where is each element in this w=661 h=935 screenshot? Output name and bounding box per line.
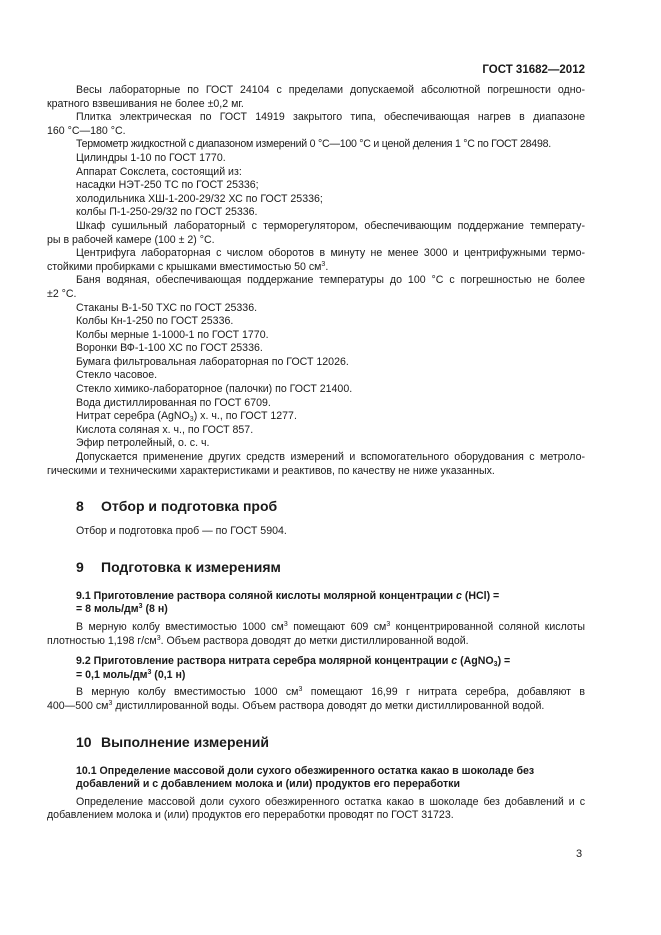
equipment-item-soxhlet-part: колбы П-1-250-29/32 по ГОСТ 25336.	[76, 206, 258, 219]
equipment-item-filter-paper: Бумага фильтровальная лабораторная по ГОСТ 12026.	[76, 355, 349, 368]
equipment-item-funnels: Воронки ВФ-1-100 ХС по ГОСТ 25336.	[76, 342, 263, 355]
equipment-item-soxhlet: Аппарат Сокслета, состоящий из:	[76, 165, 242, 178]
equipment-item-centrifuge: Центрифуга лабораторная с числом оборотов в минуту не менее 3000 и центрифужными термо-	[76, 247, 585, 260]
equipment-item-centrifuge-cont: стойкими пробирками с крышками вместимостью 50 $см^3$.	[47, 260, 329, 273]
subsection-10-1-text: Определение массовой доли сухого обезжиренного остатка какао в шоколаде без добавлений и с	[76, 795, 585, 808]
equipment-item-watch-glass: Стекло часовое.	[76, 369, 158, 382]
equipment-note: Допускается применение других средств измерений и вспомогательного оборудования с метроло-	[76, 451, 585, 464]
equipment-item-volumetric-flasks: Колбы мерные 1-1000-1 по ГОСТ 1770.	[76, 328, 269, 341]
equipment-item-oven: Шкаф сушильный лабораторный с терморегулятором, обеспечивающим поддержание температу-	[76, 219, 585, 232]
document-code: ГОСТ 31682—2012	[482, 64, 585, 76]
equipment-item-silver-nitrate: Нитрат серебра (AgNO$_3$) х. ч., по ГОСТ 1277.	[76, 410, 297, 424]
equipment-item-water-bath-cont: ±2 °С.	[47, 287, 77, 300]
equipment-item-soxhlet-part: холодильника ХШ-1-200-29/32 ХС по ГОСТ 25336;	[76, 192, 323, 205]
equipment-item-distilled-water: Вода дистиллированная по ГОСТ 6709.	[76, 396, 271, 409]
subsection-9-2-text: В мерную колбу вместимостью 1000 $см^3$ помещают 16,99 г нитрата серебра, добавляют в	[76, 686, 585, 699]
equipment-note-cont: гическими и техническими характеристиками и реактивов, по качеству не ниже указанных.	[47, 464, 495, 477]
page-number: 3	[576, 848, 583, 860]
equipment-item-glass-rods: Стекло химико-лабораторное (палочки) по ГОСТ 21400.	[76, 383, 353, 396]
equipment-item-hydrochloric-acid: Кислота соляная х. ч., по ГОСТ 857.	[76, 423, 254, 436]
subsection-9-2-text-cont: 400—500 $см^3$ дистиллированной воды. Объем раствора доводят до метки дистиллированной водой.	[47, 699, 545, 712]
section-10-heading: 10 Выполнение измерений	[76, 733, 269, 750]
equipment-item-oven-cont: ры в рабочей камере (100 ± 2) °С.	[47, 233, 215, 246]
document-body	[47, 84, 585, 823]
equipment-item-flasks: Колбы Кн-1-250 по ГОСТ 25336.	[76, 315, 234, 328]
equipment-item-petroleum-ether: Эфир петролейный, о. с. ч.	[76, 437, 210, 450]
subsection-9-2-heading: 9.2 Приготовление раствора нитрата серебра молярной концентрации с (AgNO$_3$) =	[76, 655, 511, 669]
section-8-text: Отбор и подготовка проб — по ГОСТ 5904.	[76, 525, 287, 538]
equipment-item-scales: Весы лабораторные по ГОСТ 24104 с пределами допускаемой абсолютной погрешности одно-	[76, 84, 585, 96]
subsection-10-1-text-cont: добавлением молока и (или) продуктов его переработки проводят по ГОСТ 31723.	[47, 809, 454, 822]
equipment-item-soxhlet-part: насадки НЭТ-250 ТС по ГОСТ 25336;	[76, 179, 259, 192]
equipment-item-scales-cont: кратного взвешивания не более ±0,2 мг.	[47, 97, 244, 110]
subsection-9-1-text-cont: плотностью 1,198 $г/см^3$. Объем раствора доводят до метки дистиллированной водой.	[47, 634, 469, 647]
subsection-9-1-text: В мерную колбу вместимостью 1000 $см^3$ помещают 609 $см^3$ концентрированной соляной кислоты	[76, 621, 586, 633]
equipment-item-thermometer: Термометр жидкостной с диапазоном измерений 0 °С—100 °С и ценой деления 1 °С по ГОСТ 28498.	[76, 138, 551, 151]
equipment-item-beakers: Стаканы В-1-50 ТХС по ГОСТ 25336.	[76, 301, 258, 314]
subsection-9-2-heading-cont: = 0,1 моль/$дм^3$ (0,1 н)	[76, 668, 186, 681]
subsection-9-1-heading: 9.1 Приготовление раствора соляной кислоты молярной концентрации с (HCl) =	[76, 589, 500, 602]
equipment-item-hotplate: Плитка электрическая по ГОСТ 14919 закрытого типа, обеспечивающая нагрев в диапазоне	[76, 111, 585, 124]
subsection-10-1-heading-cont: добавлений и с добавлением молока и (или) продуктов его переработки	[76, 778, 460, 791]
subsection-9-1-heading-cont: = 8 моль/$дм^3$ (8 н)	[76, 603, 168, 616]
section-8-heading: 8 Отбор и подготовка проб	[76, 498, 278, 515]
equipment-item-hotplate-cont: 160 °С—180 °С.	[47, 124, 126, 137]
equipment-item-cylinders: Цилиндры 1-10 по ГОСТ 1770.	[76, 151, 226, 164]
section-9-heading: 9 Подготовка к измерениям	[76, 558, 281, 575]
equipment-item-water-bath: Баня водяная, обеспечивающая поддержание температуры до 100 °С с погрешностью не более	[76, 274, 585, 287]
subsection-10-1-heading: 10.1 Определение массовой доли сухого обезжиренного остатка какао в шоколаде без	[76, 764, 535, 777]
